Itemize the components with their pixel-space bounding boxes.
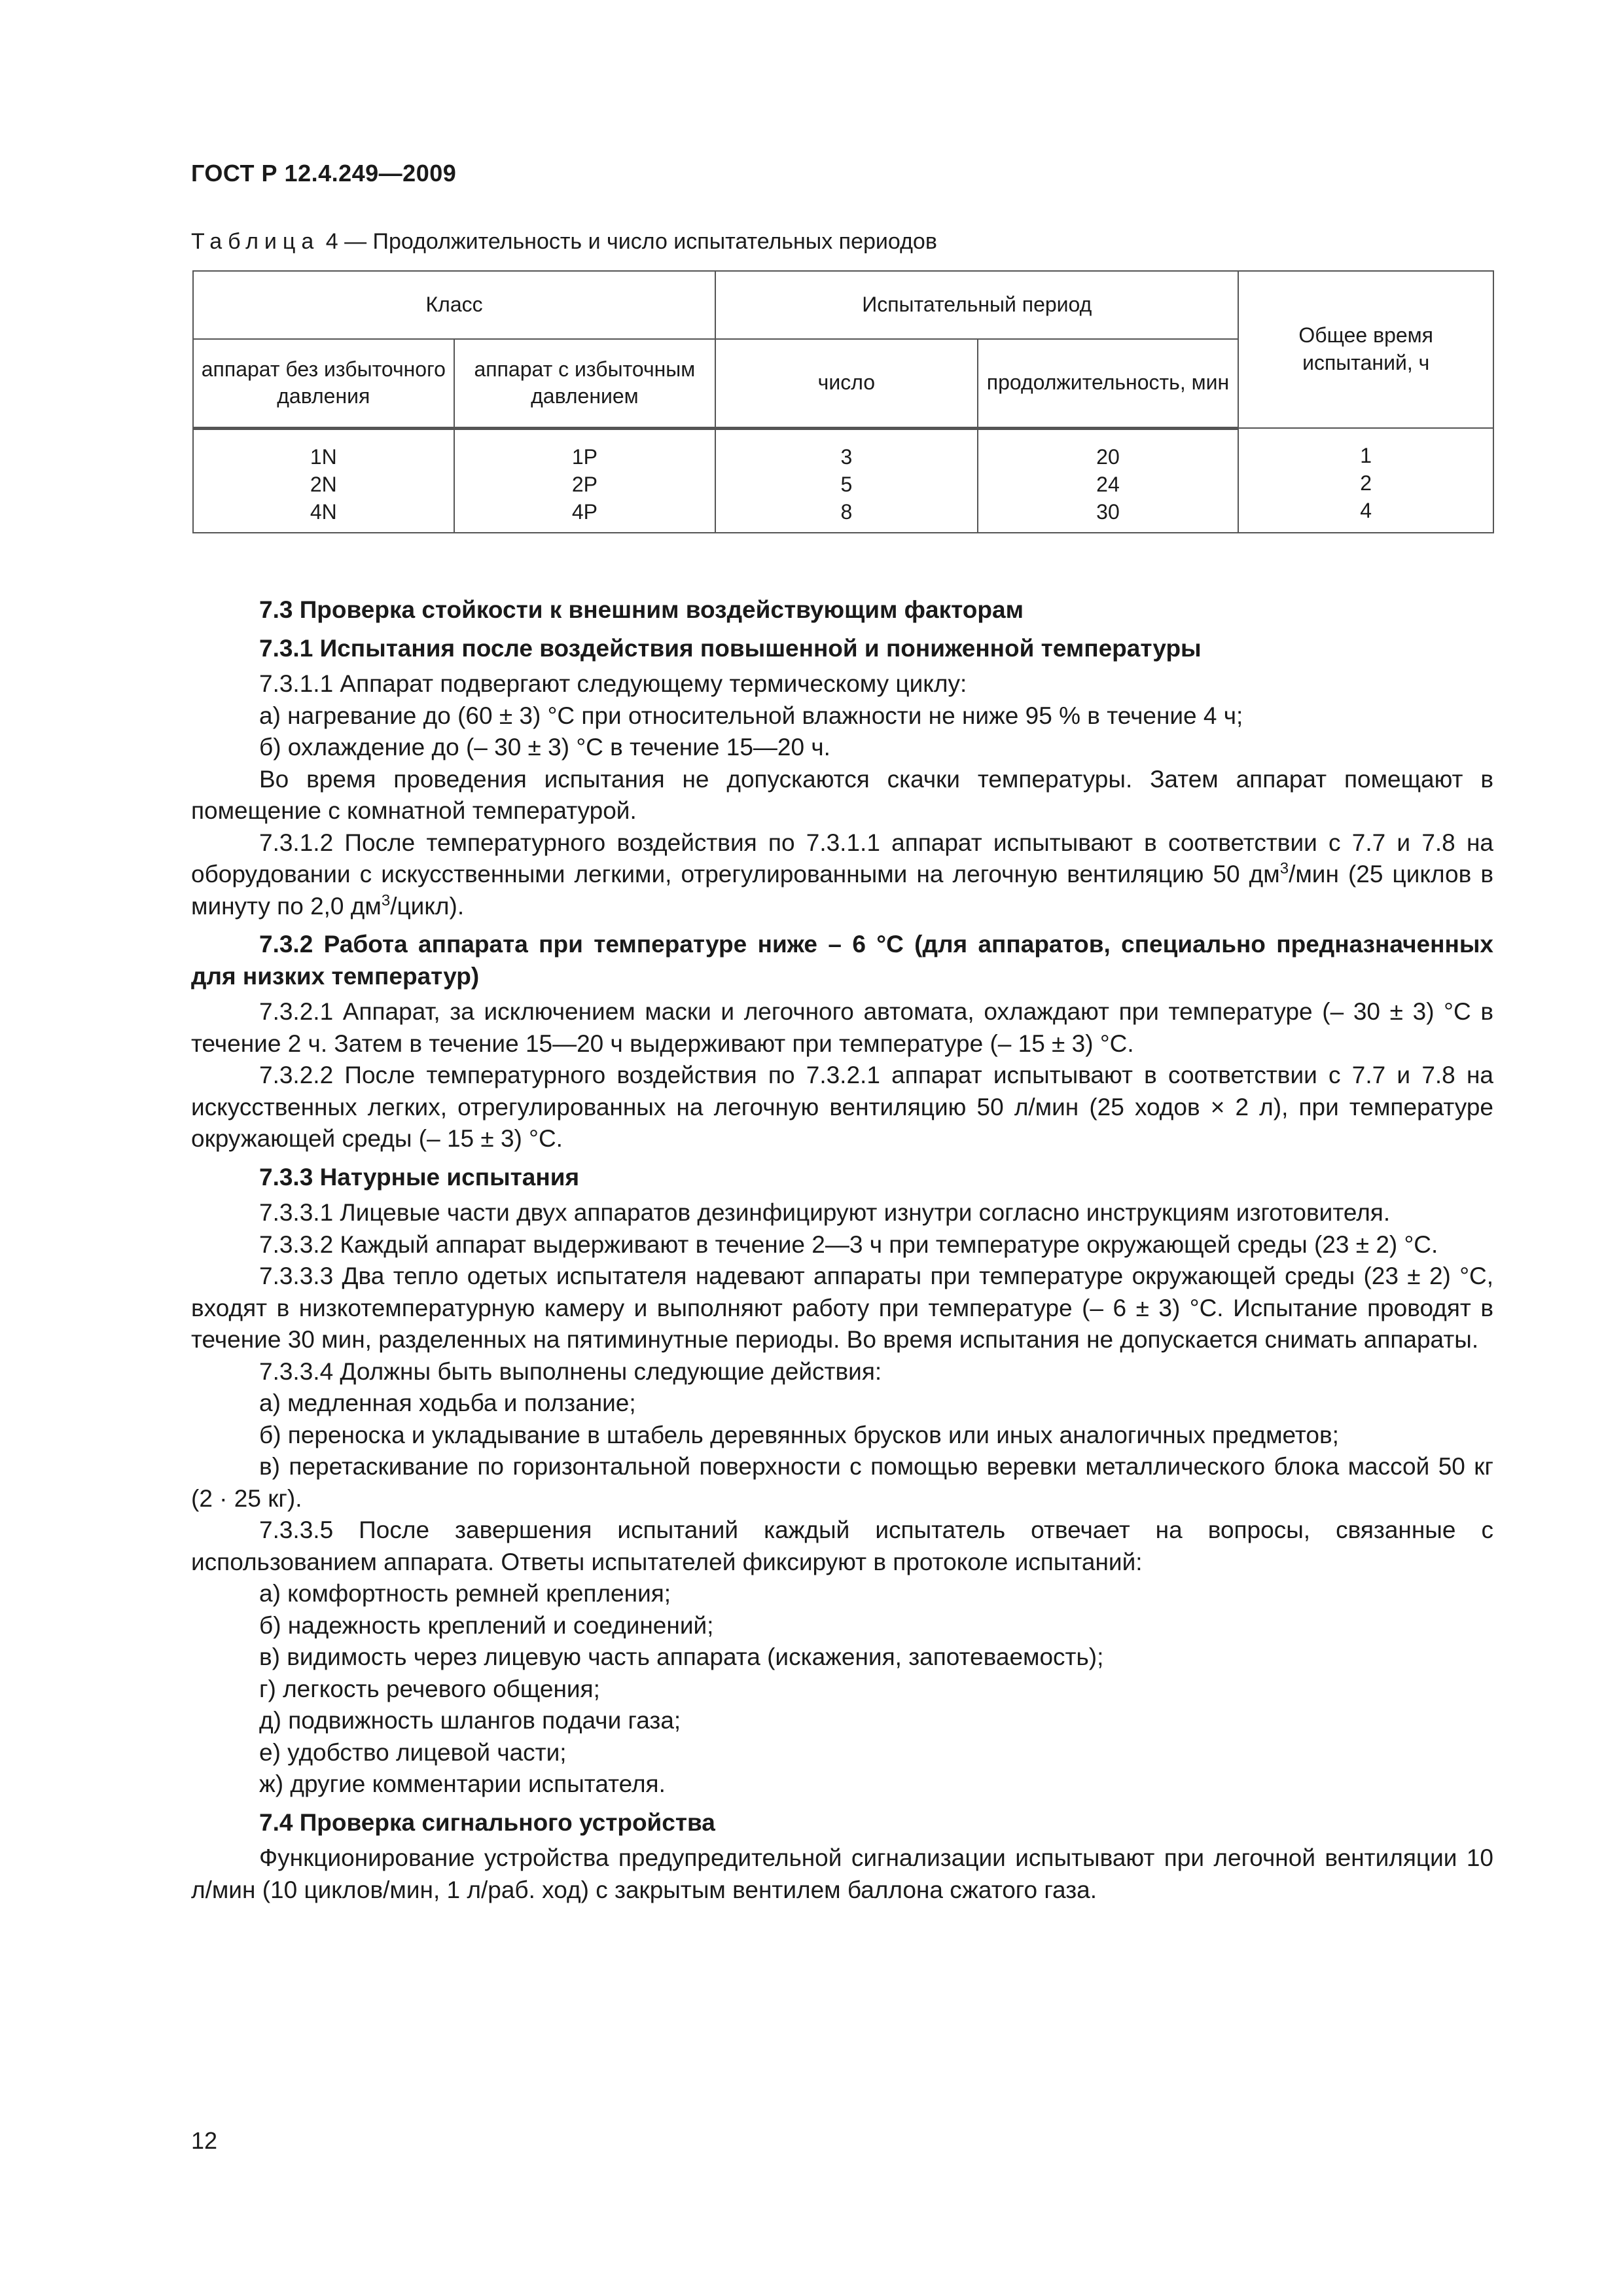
header-test-period: Испытательный период [715, 271, 1238, 339]
header-class: Класс [193, 271, 715, 339]
list-item: а) медленная ходьба и ползание; [259, 1390, 636, 1416]
section-heading-7-3-1: 7.3.1 Испытания после воздействия повышенной и пониженной температуры [259, 634, 1202, 662]
list-item: д) подвижность шлангов подачи газа; [259, 1707, 681, 1734]
subheader-no-pressure: аппарат без избыточного давления [193, 339, 454, 428]
subheader-duration: продолжительность, мин [978, 339, 1239, 428]
paragraph-text: /мин (25 циклов в минуту по 2,0 дм [191, 861, 1494, 920]
cell-count [715, 428, 977, 533]
subheader-count: число [715, 339, 977, 428]
paragraph-7-3-3-4: 7.3.3.4 Должны быть выполнены следующие действия: [259, 1357, 882, 1385]
table-caption-text: 4 — Продолжительность и число испытательных периодов [319, 229, 937, 254]
cell-total [1238, 428, 1493, 533]
paragraph-7-4: Функционирование устройства предупредительной сигнализации испытывают при легочной вентиляции 10 л/мин (10 циклов/мин, 1 л/раб. ход) с закрытым вентилем баллона сжатого газа. [191, 1844, 1493, 1903]
list-item: в) перетаскивание по горизонтальной поверхности с помощью веревки металлического блока массой 50 кг (2 · 25 кг). [191, 1453, 1493, 1512]
paragraph-text: 7.3.1.2 После температурного воздействия по 7.3.1.1 аппарат испытывают в соответствии с 7.7 и 7.8 на оборудовании с искусственными легкими, отрегулированными на легочную вентиляцию 50 дм [191, 829, 1493, 888]
list-item: б) охлаждение до (– 30 ± 3) °С в течение 15—20 ч. [259, 734, 830, 761]
paragraph-7-3-2-1: 7.3.2.1 Аппарат, за исключением маски и легочного автомата, охлаждают при температуре (– 30 ± 3) °С в течение 2 ч. Затем в течение 15—20 ч выдерживают при температуре (– 15 ± 3) °С. [191, 998, 1493, 1057]
document-header: ГОСТ Р 12.4.249—2009 [191, 160, 457, 187]
list-item: а) нагревание до (60 ± 3) °С при относительной влажности не ниже 95 % в течение 4 ч; [259, 702, 1243, 729]
paragraph: Во время проведения испытания не допускаются скачки температуры. Затем аппарат помещают в помещение с комнатной температурой. [191, 765, 1493, 824]
cell-duration [978, 428, 1239, 533]
document-body [191, 588, 1493, 1906]
cell-no-pressure [193, 428, 454, 533]
table-cell: 1P [571, 444, 597, 469]
list-item: б) надежность креплений и соединений; [259, 1611, 714, 1639]
list-item: а) комфортность ремней крепления; [259, 1580, 671, 1607]
table-cell: 1 [1360, 444, 1372, 467]
list-item: б) переноска и укладывание в штабель деревянных брусков или иных аналогичных предметов; [259, 1421, 1339, 1448]
superscript: 3 [1279, 859, 1289, 878]
table-cell: 24 [1096, 472, 1120, 496]
paragraph-7-3-1-2 [191, 827, 1493, 923]
cell-pressure [454, 428, 716, 533]
table-cell: 3 [840, 444, 853, 469]
section-heading-7-3: 7.3 Проверка стойкости к внешним воздействующим факторам [259, 596, 1024, 623]
table-cell: 30 [1096, 499, 1120, 524]
header-total-time: Общее время испытаний, ч [1238, 271, 1493, 428]
table-caption-label: Таблица [191, 229, 320, 254]
paragraph-7-3-2-2: 7.3.2.2 После температурного воздействия по 7.3.2.1 аппарат испытывают в соответствии с 7.7 и 7.8 на искусственных легких, отрегулированных на легочную вентиляцию 50 л/мин (25 ходов × 2 л), при температуре окружающей среды (– 15 ± 3) °С. [191, 1062, 1493, 1152]
page-number: 12 [191, 2127, 218, 2154]
table-cell: 4 [1360, 499, 1372, 522]
table-header-row [193, 271, 1493, 339]
section-heading-7-3-3: 7.3.3 Натурные испытания [259, 1163, 580, 1191]
table-body-row [193, 428, 1493, 533]
table-cell: 1N [310, 444, 337, 469]
list-item: в) видимость через лицевую часть аппарата (искажения, запотеваемость); [259, 1643, 1104, 1670]
test-periods-table [192, 270, 1494, 533]
list-item: е) удобство лицевой части; [259, 1738, 567, 1766]
table-cell: 5 [840, 472, 853, 496]
paragraph-7-3-3-1: 7.3.3.1 Лицевые части двух аппаратов дезинфицируют изнутри согласно инструкциям изготовителя. [259, 1199, 1391, 1226]
paragraph-7-3-3-5: 7.3.3.5 После завершения испытаний каждый испытатель отвечает на вопросы, связанные с использованием аппарата. Ответы испытателей фиксируют в протоколе испытаний: [191, 1516, 1493, 1575]
subheader-pressure: аппарат с избыточным давлением [454, 339, 716, 428]
table-cell: 8 [840, 499, 853, 524]
paragraph-7-3-1-1: 7.3.1.1 Аппарат подвергают следующему термическому циклу: [259, 670, 967, 697]
section-heading-7-4: 7.4 Проверка сигнального устройства [259, 1808, 715, 1836]
table-cell: 2N [310, 472, 337, 496]
superscript: 3 [381, 891, 391, 910]
list-item: ж) другие комментарии испытателя. [259, 1770, 666, 1797]
table-cell: 2 [1360, 471, 1372, 495]
table-cell: 4P [571, 499, 597, 524]
paragraph-7-3-3-2: 7.3.3.2 Каждый аппарат выдерживают в течение 2—3 ч при температуре окружающей среды (23 ± 2) °С. [259, 1230, 1438, 1258]
table-cell: 4N [310, 499, 337, 524]
table-cell: 20 [1096, 444, 1120, 469]
list-item: г) легкость речевого общения; [259, 1675, 600, 1702]
section-heading-7-3-2: 7.3.2 Работа аппарата при температуре ниже – 6 °С (для аппаратов, специально предназначенных для низких температур) [191, 931, 1493, 990]
paragraph-text: /цикл). [390, 892, 465, 920]
paragraph-7-3-3-3: 7.3.3.3 Два тепло одетых испытателя надевают аппараты при температуре окружающей среды (23 ± 2) °С, входят в низкотемпературную камеру и выполняют работу при температуре (– 6 ± 3) °С. Испытание проводят в течение 30 мин, разделенных на пятиминутные периоды. Во время испытания не допускается снимать аппараты. [191, 1263, 1493, 1353]
table-caption [191, 229, 937, 255]
table-cell: 2P [571, 472, 597, 496]
